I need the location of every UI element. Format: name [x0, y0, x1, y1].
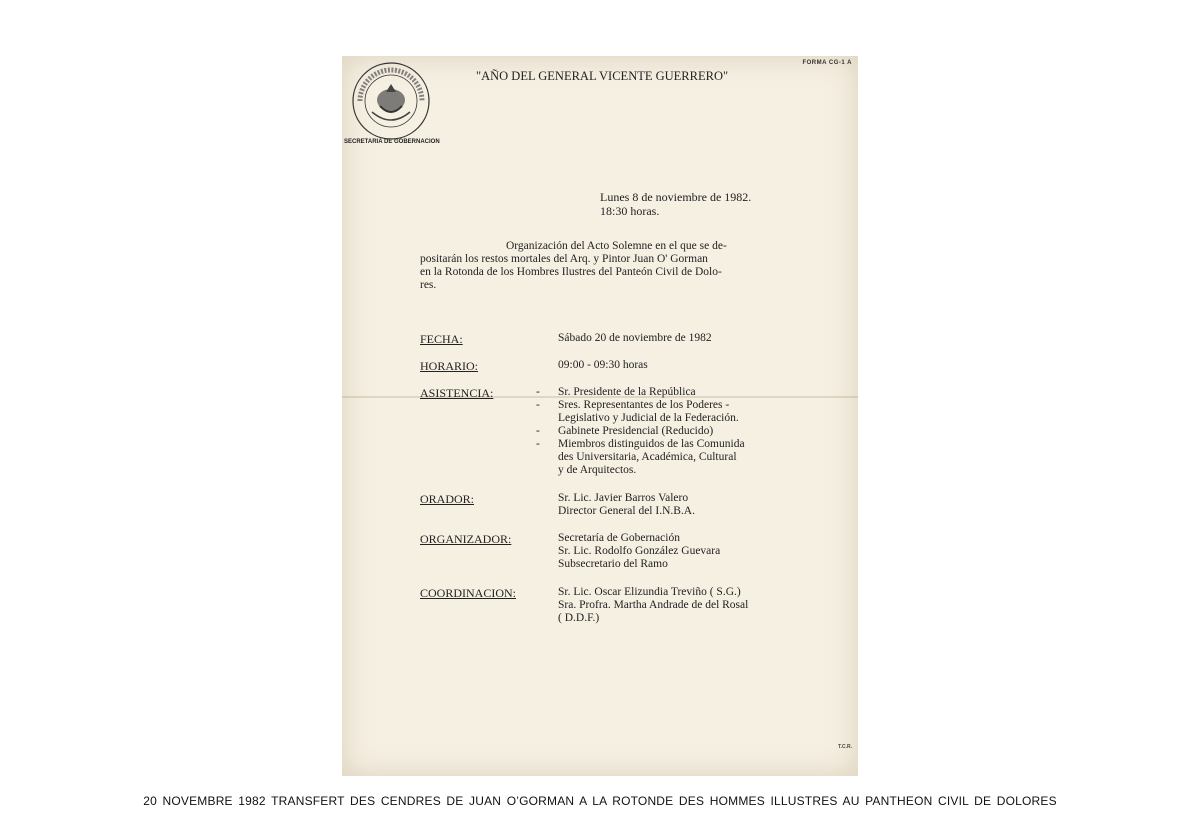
intro-line: positarán los restos mortales del Arq. y Pintor Juan O' Gorman: [420, 253, 708, 265]
asistencia-line: des Universitaria, Académica, Cultural: [558, 451, 737, 463]
organizador-line: Sr. Lic. Rodolfo González Guevara: [558, 545, 721, 557]
orador-value: [558, 492, 828, 518]
mexican-coat-of-arms-seal: [350, 60, 432, 142]
coordinacion-line: Sr. Lic. Oscar Elizundia Treviño ( S.G.): [558, 586, 741, 598]
bullet-dash: -: [536, 438, 540, 450]
orador-line: Sr. Lic. Javier Barros Valero: [558, 492, 689, 504]
date-line: Lunes 8 de noviembre de 1982.: [600, 190, 752, 204]
intro-line: res.: [420, 279, 437, 291]
bullet-dash: -: [536, 386, 540, 398]
document-scan: [342, 56, 858, 776]
intro-paragraph: [420, 240, 800, 292]
intro-line: Organización del Acto Solemne en el que se de-: [506, 240, 727, 252]
coordinacion-label: COORDINACION:: [420, 586, 516, 600]
orador-line: Director General del I.N.B.A.: [558, 505, 695, 517]
footer-mark: T.C.R.: [838, 744, 852, 750]
asistencia-line: Legislativo y Judicial de la Federación.: [558, 412, 739, 424]
asistencia-line: Miembros distinguidos de las Comunida: [558, 438, 745, 450]
coat-of-arms-icon: [350, 60, 432, 142]
asistencia-line: y de Arquitectos.: [558, 464, 637, 476]
bullet-dash: -: [536, 425, 540, 437]
asistencia-line: Sr. Presidente de la República: [558, 386, 696, 398]
year-motto: "AÑO DEL GENERAL VICENTE GUERRERO": [476, 69, 729, 83]
image-caption: 20 NOVEMBRE 1982 TRANSFERT DES CENDRES DE JUAN O’GORMAN A LA ROTONDE DES HOMMES ILLUSTRES AU PANTHEON CIVIL DE DOLORES: [143, 794, 1057, 808]
orador-label: ORADOR:: [420, 492, 475, 506]
asistencia-line: Sres. Representantes de los Poderes -: [558, 399, 730, 411]
form-code: FORMA CG-1 A: [802, 60, 852, 66]
organizador-line: Subsecretario del Ramo: [558, 558, 668, 570]
horario-label: HORARIO:: [420, 359, 479, 373]
date-block: [600, 190, 751, 218]
asistencia-item: [536, 399, 828, 425]
asistencia-list: [536, 386, 828, 477]
fecha-label: FECHA:: [420, 332, 463, 346]
asistencia-item: [536, 425, 828, 438]
horario-value: 09:00 - 09:30 horas: [558, 359, 648, 371]
asistencia-item: [536, 438, 828, 477]
organizador-label: ORGANIZADOR:: [420, 532, 512, 546]
time-line: 18:30 horas.: [600, 204, 660, 218]
organizador-line: Secretaría de Gobernación: [558, 532, 680, 544]
department-name: SECRETARIA DE GOBERNACION: [344, 139, 440, 145]
organizador-value: [558, 532, 828, 571]
asistencia-item: [536, 386, 828, 399]
bullet-dash: -: [536, 399, 540, 411]
coordinacion-line: Sra. Profra. Martha Andrade de del Rosal: [558, 599, 749, 611]
asistencia-line: Gabinete Presidencial (Reducido): [558, 425, 714, 437]
asistencia-label: ASISTENCIA:: [420, 386, 494, 400]
coordinacion-value: [558, 586, 828, 625]
intro-line: en la Rotonda de los Hombres Ilustres del Panteón Civil de Dolo-: [420, 266, 722, 278]
coordinacion-line: ( D.D.F.): [558, 612, 600, 624]
fecha-value: Sábado 20 de noviembre de 1982: [558, 332, 712, 344]
